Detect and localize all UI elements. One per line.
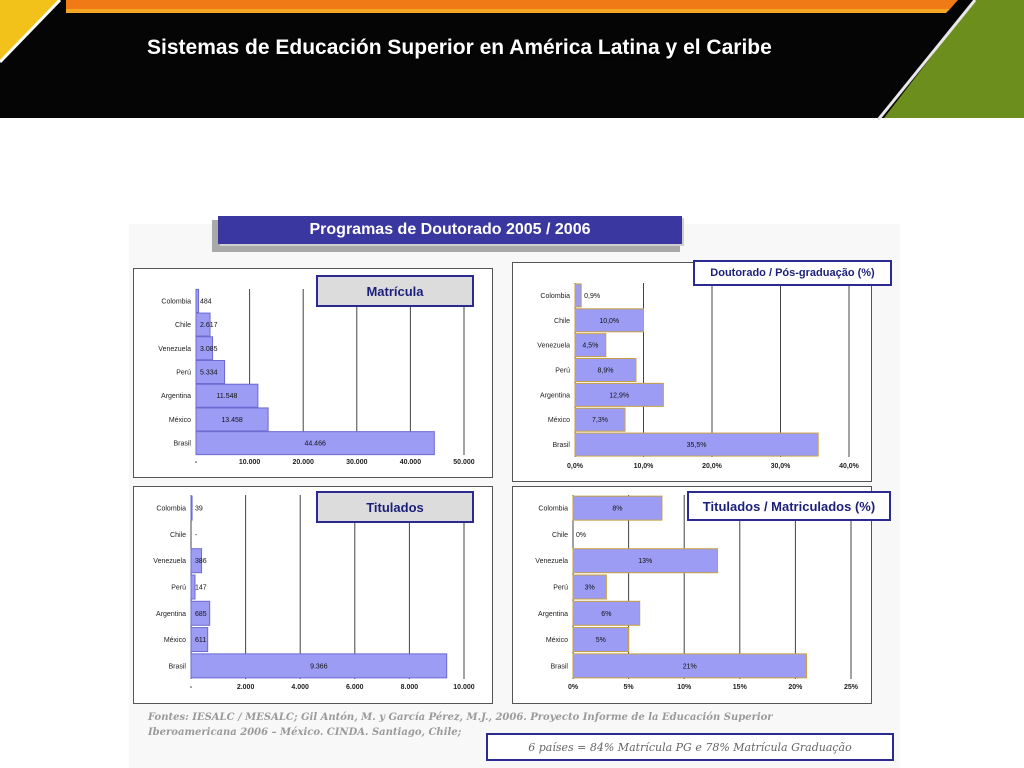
- category-label: Colombia: [540, 292, 570, 300]
- source-line-2: Iberoamericana 2006 – México. CINDA. Santiago, Chile;: [148, 727, 462, 738]
- x-tick-label: 6.000: [346, 684, 364, 691]
- bar: [575, 284, 581, 307]
- category-label: Chile: [554, 317, 570, 325]
- x-tick-label: -: [194, 459, 198, 466]
- data-label: 12,9%: [609, 392, 630, 400]
- data-label: 3.085: [200, 345, 218, 353]
- data-label: 611: [195, 637, 207, 645]
- panel-titulados-matriculados: [512, 486, 876, 704]
- category-label: Venezuela: [158, 345, 191, 353]
- x-tick-label: 20%: [788, 684, 803, 691]
- category-label: Chile: [170, 531, 186, 539]
- category-label: México: [163, 637, 186, 645]
- summary-box: 6 países = 84% Matrícula PG e 78% Matrícula Graduação: [486, 733, 894, 761]
- x-tick-label: 50.000: [453, 459, 475, 466]
- data-label: 685: [195, 610, 207, 618]
- panel-doutorado: [512, 262, 875, 482]
- figure-title: Programas de Doutorado 2005 / 2006: [218, 216, 682, 244]
- data-label: 8,9%: [597, 367, 614, 375]
- data-label: 13.458: [221, 416, 243, 424]
- chart-title-doutorado: Doutorado / Pós-graduação (%): [693, 260, 892, 286]
- x-tick-label: 10%: [677, 684, 692, 691]
- x-tick-label: 10.000: [238, 459, 261, 466]
- x-tick-label: 2.000: [236, 684, 255, 691]
- data-label: 11.548: [216, 393, 238, 401]
- chart-title-matricula: Matrícula: [316, 275, 474, 307]
- data-label: 484: [200, 298, 212, 306]
- x-tick-label: 10.000: [453, 684, 475, 691]
- x-tick-label: 40.000: [399, 459, 422, 466]
- x-tick-label: 4.000: [291, 684, 309, 691]
- x-tick-label: -: [189, 684, 193, 691]
- category-label: Perú: [171, 584, 186, 592]
- category-label: Perú: [176, 369, 191, 377]
- panel-titulados: [133, 486, 493, 704]
- x-tick-label: 0,0%: [567, 463, 583, 470]
- data-label: 21%: [682, 663, 697, 671]
- data-label: 0%: [576, 531, 587, 539]
- bar: [196, 289, 199, 312]
- x-tick-label: 25%: [843, 684, 859, 691]
- category-label: Brasil: [173, 440, 191, 448]
- chart-title-titulados-matriculados: Titulados / Matriculados (%): [687, 491, 891, 521]
- data-label: 3%: [584, 584, 595, 592]
- category-label: Colombia: [538, 505, 568, 513]
- data-label: 5%: [595, 637, 606, 645]
- chart-title-titulados: Titulados: [316, 491, 474, 523]
- category-label: Chile: [552, 531, 568, 539]
- data-label: 35,5%: [686, 442, 707, 450]
- category-label: Chile: [175, 322, 191, 330]
- data-label: 44.466: [304, 440, 326, 448]
- x-tick-label: 30.000: [346, 459, 368, 466]
- data-label: -: [195, 531, 198, 539]
- data-label: 386: [195, 558, 207, 566]
- category-label: Brasil: [552, 442, 570, 450]
- source-line-1: Fontes: IESALC / MESALC; Gil Antón, M. y García Pérez, M.J., 2006. Proyecto Informe de la Educación Superior: [148, 712, 773, 723]
- chart-doutorado: [513, 263, 871, 481]
- data-label: 147: [195, 584, 207, 592]
- category-label: Venezuela: [153, 558, 186, 566]
- data-label: 6%: [601, 610, 612, 618]
- category-label: Brasil: [550, 663, 568, 671]
- x-tick-label: 30,0%: [770, 463, 791, 470]
- x-tick-label: 0%: [567, 684, 579, 691]
- category-label: México: [547, 417, 570, 425]
- data-label: 2.617: [200, 322, 218, 330]
- data-label: 39: [195, 505, 203, 513]
- x-tick-label: 10,0%: [633, 463, 654, 470]
- category-label: Colombia: [156, 505, 186, 513]
- x-tick-label: 15%: [732, 684, 747, 691]
- category-label: Perú: [555, 367, 570, 375]
- category-label: Argentina: [156, 610, 186, 618]
- data-label: 9.366: [310, 663, 328, 671]
- category-label: México: [168, 416, 191, 424]
- category-label: Venezuela: [537, 342, 570, 350]
- category-label: Venezuela: [535, 558, 568, 566]
- data-label: 0,9%: [584, 292, 601, 300]
- orange-stripe: [66, 0, 958, 9]
- category-label: Colombia: [161, 298, 191, 306]
- bar: [191, 496, 192, 520]
- data-label: 7,3%: [592, 417, 608, 425]
- data-label: 8%: [612, 505, 623, 513]
- data-label: 4,5%: [582, 342, 599, 350]
- panel-matricula: [133, 268, 493, 478]
- x-tick-label: 8.000: [400, 684, 419, 691]
- category-label: Argentina: [540, 392, 570, 400]
- data-label: 5.334: [200, 369, 218, 377]
- category-label: Brasil: [168, 663, 186, 671]
- header-banner: [0, 0, 1024, 120]
- category-label: México: [545, 637, 568, 645]
- data-label: 10,0%: [599, 317, 620, 325]
- data-label: 13%: [638, 558, 653, 566]
- slide-title: Sistemas de Educación Superior en América Latina y el Caribe: [147, 36, 772, 59]
- x-tick-label: 20.000: [292, 459, 314, 466]
- category-label: Perú: [553, 584, 568, 592]
- x-tick-label: 5%: [623, 684, 634, 691]
- x-tick-label: 20,0%: [702, 463, 722, 470]
- category-label: Argentina: [538, 610, 568, 618]
- category-label: Argentina: [161, 393, 191, 401]
- x-tick-label: 40,0%: [839, 463, 859, 470]
